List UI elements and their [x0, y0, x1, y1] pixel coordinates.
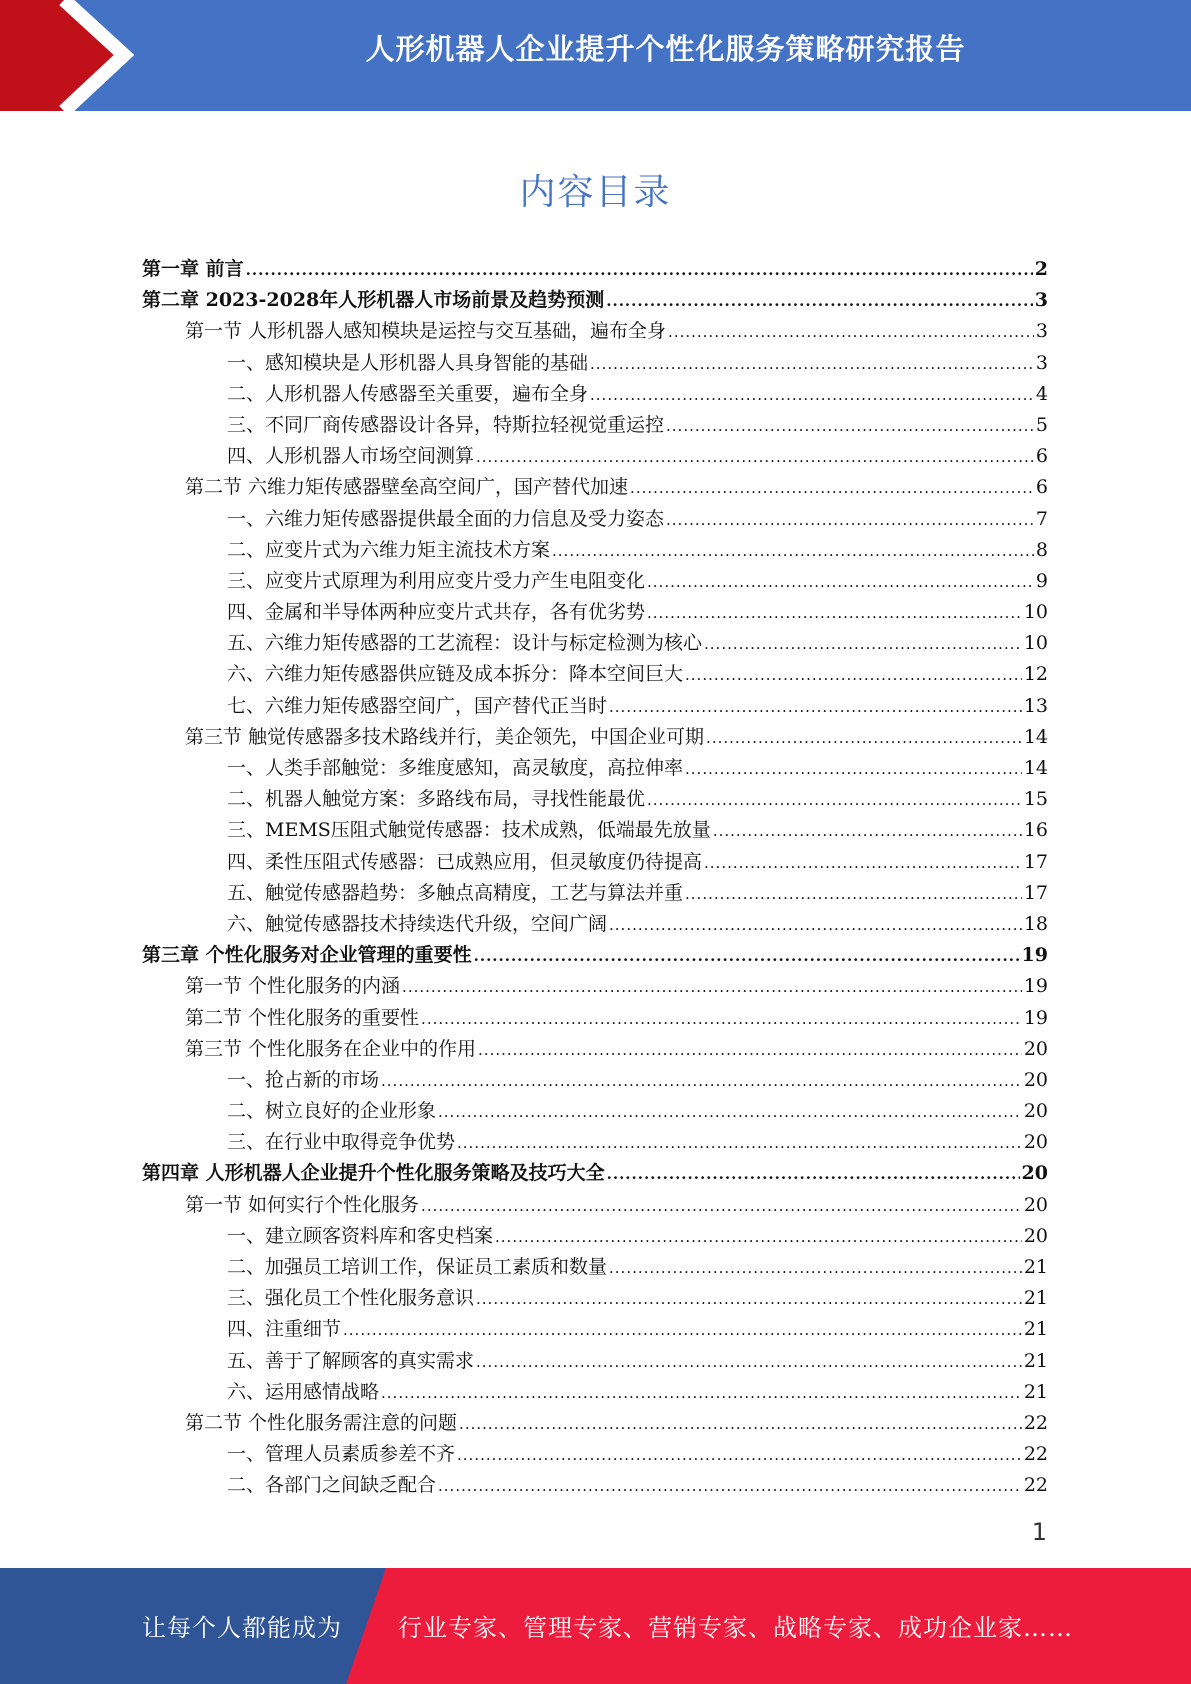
- toc-entry-title: 第二节 个性化服务的重要性: [185, 1006, 420, 1029]
- toc-dot-leader: [381, 1066, 1022, 1097]
- header-arrow-decoration: [0, 0, 150, 111]
- toc-entry[interactable]: [142, 1034, 1048, 1065]
- footer-slogan-right: 行业专家、管理专家、营销专家、战略专家、成功企业家……: [398, 1614, 1073, 1642]
- toc-entry-title: 五、触觉传感器趋势：多触点高精度，工艺与算法并重: [227, 881, 684, 904]
- toc-entry[interactable]: [142, 753, 1048, 784]
- toc-entry[interactable]: [142, 348, 1048, 379]
- toc-dot-leader: [474, 941, 1020, 972]
- toc-entry-page: 8: [1035, 538, 1048, 561]
- toc-entry-title: 四、人形机器人市场空间测算: [227, 445, 475, 468]
- toc-entry[interactable]: [142, 316, 1048, 347]
- toc-entry-title: 三、不同厂商传感器设计各异，特斯拉轻视觉重运控: [227, 413, 665, 436]
- toc-dot-leader: [476, 442, 1034, 473]
- toc-entry-page: 20: [1021, 1162, 1048, 1185]
- toc-entry-page: 5: [1035, 413, 1048, 436]
- toc-entry-page: 22: [1023, 1474, 1048, 1497]
- toc-dot-leader: [668, 317, 1034, 348]
- toc-entry-page: 22: [1023, 1411, 1048, 1434]
- toc-entry[interactable]: [142, 566, 1048, 597]
- toc-entry[interactable]: [142, 628, 1048, 659]
- toc-entry-title: 六、六维力矩传感器供应链及成本拆分：降本空间巨大: [227, 663, 684, 686]
- toc-entry[interactable]: [142, 1252, 1048, 1283]
- toc-entry[interactable]: [142, 909, 1048, 940]
- toc-entry[interactable]: [142, 1065, 1048, 1096]
- toc-entry-title: 第三节 个性化服务在企业中的作用: [185, 1037, 477, 1060]
- toc-entry-title: 四、金属和半导体两种应变片式共存，各有优劣势: [227, 601, 646, 624]
- toc-dot-leader: [607, 1159, 1020, 1190]
- toc-entry-title: 七、六维力矩传感器空间广，国产替代正当时: [227, 694, 608, 717]
- toc-entry[interactable]: [142, 1439, 1048, 1470]
- toc-entry[interactable]: [142, 597, 1048, 628]
- footer-slogan-left: 让每个人都能成为: [142, 1614, 342, 1642]
- toc-entry-title: 三、MEMS压阻式触觉传感器：技术成熟，低端最先放量: [227, 819, 711, 842]
- toc-entry[interactable]: [142, 659, 1048, 690]
- toc-dot-leader: [476, 1284, 1022, 1315]
- toc-entry-page: 20: [1023, 1037, 1048, 1060]
- toc-entry[interactable]: [142, 472, 1048, 503]
- toc-entry[interactable]: [142, 1346, 1048, 1377]
- toc-entry-title: 一、建立顾客资料库和客史档案: [227, 1224, 494, 1247]
- header-red-shape: [0, 0, 124, 111]
- toc-dot-leader: [609, 1253, 1022, 1284]
- toc-dot-leader: [246, 255, 1033, 286]
- toc-entry[interactable]: [142, 1003, 1048, 1034]
- toc-dot-leader: [438, 1097, 1022, 1128]
- toc-entry-title: 一、感知模块是人形机器人具身智能的基础: [227, 351, 589, 374]
- toc-entry-page: 20: [1023, 1131, 1048, 1154]
- toc-entry-title: 二、加强员工培训工作，保证员工素质和数量: [227, 1256, 608, 1278]
- table-of-contents: [142, 254, 1048, 1502]
- toc-dot-leader: [713, 816, 1022, 847]
- toc-entry[interactable]: [142, 535, 1048, 566]
- toc-entry-page: 20: [1023, 1100, 1048, 1123]
- toc-entry-page: 20: [1023, 1224, 1048, 1247]
- toc-dot-leader: [478, 1035, 1022, 1066]
- toc-entry-title: 二、各部门之间缺乏配合: [227, 1474, 437, 1497]
- toc-entry[interactable]: [142, 691, 1048, 722]
- toc-entry-page: 3: [1034, 289, 1048, 312]
- toc-entry[interactable]: [142, 285, 1048, 316]
- toc-entry[interactable]: [142, 784, 1048, 815]
- toc-entry-title: 第三章 个性化服务对企业管理的重要性: [142, 944, 472, 967]
- toc-entry-page: 13: [1023, 694, 1048, 717]
- toc-entry-title: 第二章 2023-2028年人形机器人市场前景及趋势预测: [142, 289, 605, 312]
- toc-entry[interactable]: [142, 1283, 1048, 1314]
- toc-entry[interactable]: [142, 815, 1048, 846]
- toc-entry-title: 第一节 个性化服务的内涵: [185, 975, 401, 998]
- toc-entry[interactable]: [142, 847, 1048, 878]
- toc-entry[interactable]: [142, 1221, 1048, 1252]
- toc-entry-title: 二、树立良好的企业形象: [227, 1100, 437, 1123]
- toc-entry[interactable]: [142, 1096, 1048, 1127]
- toc-dot-leader: [685, 660, 1022, 691]
- toc-entry-page: 20: [1023, 1193, 1048, 1216]
- toc-dot-leader: [343, 1315, 1022, 1346]
- toc-entry-title: 六、触觉传感器技术持续迭代升级，空间广阔: [227, 912, 608, 935]
- toc-dot-leader: [647, 785, 1022, 816]
- toc-entry-title: 六、运用感情战略: [227, 1380, 380, 1403]
- toc-entry-title: 三、应变片式原理为利用应变片受力产生电阻变化: [227, 569, 646, 592]
- toc-dot-leader: [421, 1191, 1022, 1222]
- toc-entry-title: 第二节 个性化服务需注意的问题: [185, 1411, 458, 1434]
- toc-entry[interactable]: [142, 1127, 1048, 1158]
- toc-dot-leader: [495, 1222, 1022, 1253]
- toc-entry[interactable]: [142, 504, 1048, 535]
- toc-dot-leader: [609, 692, 1022, 723]
- toc-entry-page: 4: [1035, 382, 1048, 405]
- toc-dot-leader: [666, 411, 1034, 442]
- toc-dot-leader: [457, 1440, 1022, 1471]
- toc-entry-title: 三、强化员工个性化服务意识: [227, 1287, 475, 1310]
- toc-dot-leader: [685, 754, 1022, 785]
- toc-entry-title: 四、柔性压阻式传感器：已成熟应用，但灵敏度仍待提高: [227, 850, 703, 873]
- toc-entry-page: 21: [1023, 1256, 1048, 1278]
- toc-entry-title: 五、六维力矩传感器的工艺流程：设计与标定检测为核心: [227, 632, 703, 655]
- page-header: [0, 0, 1191, 111]
- toc-dot-leader: [438, 1471, 1022, 1502]
- toc-entry-title: 第一节 人形机器人感知模块是运控与交互基础，遍布全身: [185, 320, 667, 343]
- toc-entry-page: 21: [1023, 1318, 1048, 1341]
- toc-dot-leader: [402, 972, 1022, 1003]
- toc-dot-leader: [706, 723, 1022, 754]
- toc-entry-page: 21: [1023, 1349, 1048, 1372]
- toc-entry-title: 一、六维力矩传感器提供最全面的力信息及受力姿态: [227, 507, 665, 530]
- toc-dot-leader: [666, 505, 1034, 536]
- toc-entry-page: 22: [1023, 1443, 1048, 1466]
- toc-heading: 内容目录: [519, 172, 672, 213]
- toc-dot-leader: [630, 473, 1034, 504]
- toc-entry-title: 第一节 如何实行个性化服务: [185, 1193, 420, 1216]
- toc-entry-page: 19: [1023, 975, 1048, 998]
- toc-entry-page: 21: [1023, 1380, 1048, 1403]
- page-footer: [0, 1568, 1191, 1684]
- toc-dot-leader: [552, 536, 1034, 567]
- toc-entry-title: 二、机器人触觉方案：多路线布局，寻找性能最优: [227, 788, 646, 811]
- toc-entry-title: 第二节 六维力矩传感器壁垒高空间广，国产替代加速: [185, 476, 629, 499]
- toc-entry-page: 6: [1035, 476, 1048, 499]
- toc-entry-title: 第四章 人形机器人企业提升个性化服务策略及技巧大全: [142, 1162, 605, 1185]
- toc-entry[interactable]: [142, 940, 1048, 971]
- toc-entry[interactable]: [142, 878, 1048, 909]
- toc-entry-page: 17: [1023, 881, 1048, 904]
- toc-dot-leader: [590, 380, 1034, 411]
- toc-entry-title: 一、人类手部触觉：多维度感知，高灵敏度，高拉伸率: [227, 757, 684, 779]
- toc-entry[interactable]: [142, 1377, 1048, 1408]
- toc-entry-title: 四、注重细节: [227, 1318, 342, 1341]
- toc-entry-page: 3: [1035, 320, 1048, 343]
- toc-entry-title: 三、在行业中取得竞争优势: [227, 1131, 456, 1154]
- toc-entry[interactable]: [142, 441, 1048, 472]
- toc-entry-page: 3: [1035, 351, 1048, 374]
- toc-dot-leader: [704, 629, 1022, 660]
- toc-entry-page: 16: [1023, 819, 1048, 842]
- toc-dot-leader: [459, 1409, 1022, 1440]
- toc-dot-leader: [421, 1004, 1022, 1035]
- toc-entry-page: 19: [1023, 1006, 1048, 1029]
- toc-dot-leader: [685, 879, 1022, 910]
- toc-entry-page: 6: [1035, 445, 1048, 468]
- toc-entry[interactable]: [142, 379, 1048, 410]
- toc-dot-leader: [381, 1378, 1022, 1409]
- toc-entry-title: 一、管理人员素质参差不齐: [227, 1443, 456, 1466]
- toc-entry-title: 二、人形机器人传感器至关重要，遍布全身: [227, 382, 589, 405]
- toc-entry-page: 12: [1023, 663, 1048, 686]
- toc-entry-page: 7: [1035, 507, 1048, 530]
- toc-entry[interactable]: [142, 1190, 1048, 1221]
- toc-dot-leader: [609, 910, 1022, 941]
- toc-entry-page: 20: [1023, 1068, 1048, 1091]
- toc-entry-page: 15: [1023, 788, 1048, 811]
- toc-entry-page: 10: [1023, 601, 1048, 624]
- toc-entry-title: 五、善于了解顾客的真实需求: [227, 1349, 475, 1372]
- toc-entry[interactable]: [142, 1158, 1048, 1189]
- header-title: 人形机器人企业提升个性化服务策略研究报告: [365, 32, 966, 66]
- toc-entry-page: 2: [1034, 258, 1048, 280]
- toc-dot-leader: [647, 567, 1034, 598]
- toc-entry-page: 14: [1023, 757, 1048, 779]
- toc-dot-leader: [590, 349, 1034, 380]
- toc-entry[interactable]: [142, 1408, 1048, 1439]
- toc-entry-page: 9: [1035, 569, 1048, 592]
- toc-dot-leader: [647, 598, 1022, 629]
- toc-entry-page: 10: [1023, 632, 1048, 655]
- toc-entry-page: 14: [1023, 725, 1048, 748]
- toc-entry[interactable]: [142, 1314, 1048, 1345]
- page-number: 1: [1031, 1518, 1047, 1546]
- toc-entry-title: 第一章 前言: [142, 258, 244, 280]
- toc-dot-leader: [476, 1347, 1022, 1378]
- toc-dot-leader: [606, 286, 1033, 317]
- toc-entry[interactable]: [142, 971, 1048, 1002]
- toc-entry-title: 一、抢占新的市场: [227, 1068, 380, 1091]
- toc-entry-page: 19: [1021, 944, 1048, 967]
- toc-entry[interactable]: [142, 722, 1048, 753]
- toc-entry-title: 第三节 触觉传感器多技术路线并行，美企领先，中国企业可期: [185, 725, 705, 748]
- toc-entry[interactable]: [142, 1470, 1048, 1501]
- toc-entry[interactable]: [142, 254, 1048, 285]
- toc-entry-page: 17: [1023, 850, 1048, 873]
- toc-dot-leader: [704, 848, 1022, 879]
- toc-entry-page: 18: [1023, 912, 1048, 935]
- toc-entry[interactable]: [142, 410, 1048, 441]
- toc-dot-leader: [457, 1128, 1022, 1159]
- toc-entry-page: 21: [1023, 1287, 1048, 1310]
- toc-entry-title: 二、应变片式为六维力矩主流技术方案: [227, 538, 551, 561]
